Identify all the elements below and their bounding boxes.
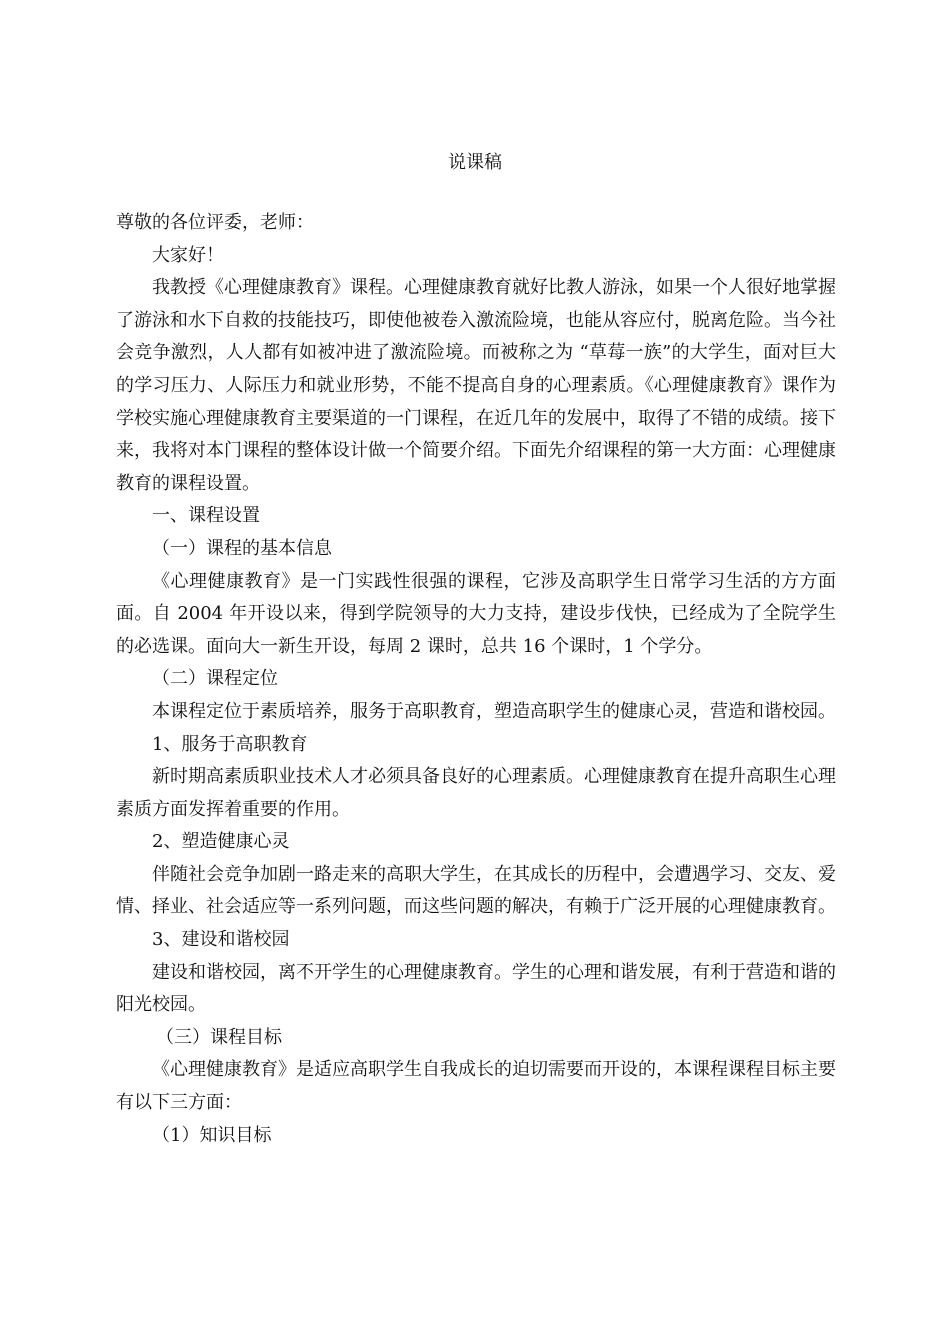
point-heading-1: 1、服务于高职教育 <box>152 733 308 755</box>
point-paragraph-2: 伴随社会竞争加剧一路走来的高职大学生，在其成长的历程中，会遭遇学习、交友、爱情、择业、社会适应等一系列问题，而这些问题的解决，有赖于广泛开展的心理健康教育。 <box>116 863 836 918</box>
point-heading-3: 3、建设和谐校园 <box>152 929 290 951</box>
subsection-heading-positioning: （二）课程定位 <box>152 668 278 690</box>
subsection-heading-basic-info: （一）课程的基本信息 <box>152 537 332 559</box>
document-body <box>116 207 836 1152</box>
subsection-heading-goals: （三）课程目标 <box>156 1026 282 1048</box>
section-heading-1: 一、课程设置 <box>152 505 260 527</box>
intro-paragraph: 我教授《心理健康教育》课程。心理健康教育就好比教人游泳，如果一个人很好地掌握了游泳和水下自救的技能技巧，即使他被卷入激流险境，也能从容应付，脱离危险。当今社会竞争激烈，人人都有如被冲进了激流险境。而被称之为 “草莓一族”的大学生，面对巨大的学习压力、人际压力和就业形势，不能不提高自身的心理素质。《心理健康教育》课作为学校实施心理健康教育主要渠道的一门课程，在近几年的发展中，取得了不错的成绩。接下来，我将对本门课程的整体设计做一个简要介绍。下面先介绍课程的第一大方面：心理健康教育的课程设置。 <box>116 277 836 494</box>
goal-heading-knowledge: （1）知识目标 <box>152 1124 272 1146</box>
point-paragraph-1: 新时期高素质职业技术人才必须具备良好的心理素质。心理健康教育在提升高职生心理素质方面发挥着重要的作用。 <box>116 766 836 820</box>
basic-info-paragraph: 《心理健康教育》是一门实践性很强的课程，它涉及高职学生日常学习生活的方方面面。自 2004 年开设以来，得到学院领导的大力支持，建设步伐快，已经成为了全院学生的必选课。面向大一新生开设，每周 2 课时，总共 16 个课时，1 个学分。 <box>116 570 836 657</box>
point-paragraph-3: 建设和谐校园，离不开学生的心理健康教育。学生的心理和谐发展，有利于营造和谐的阳光校园。 <box>116 961 836 1016</box>
document-title: 说课稿 <box>448 152 502 173</box>
point-heading-2: 2、塑造健康心灵 <box>152 831 290 853</box>
goals-paragraph: 《心理健康教育》是适应高职学生自我成长的迫切需要而开设的，本课程课程目标主要有以下三方面： <box>116 1059 836 1114</box>
greeting: 大家好！ <box>152 244 224 266</box>
positioning-paragraph: 本课程定位于素质培养，服务于高职教育，塑造高职学生的健康心灵，营造和谐校园。 <box>152 700 836 722</box>
salutation: 尊敬的各位评委，老师： <box>116 212 314 233</box>
